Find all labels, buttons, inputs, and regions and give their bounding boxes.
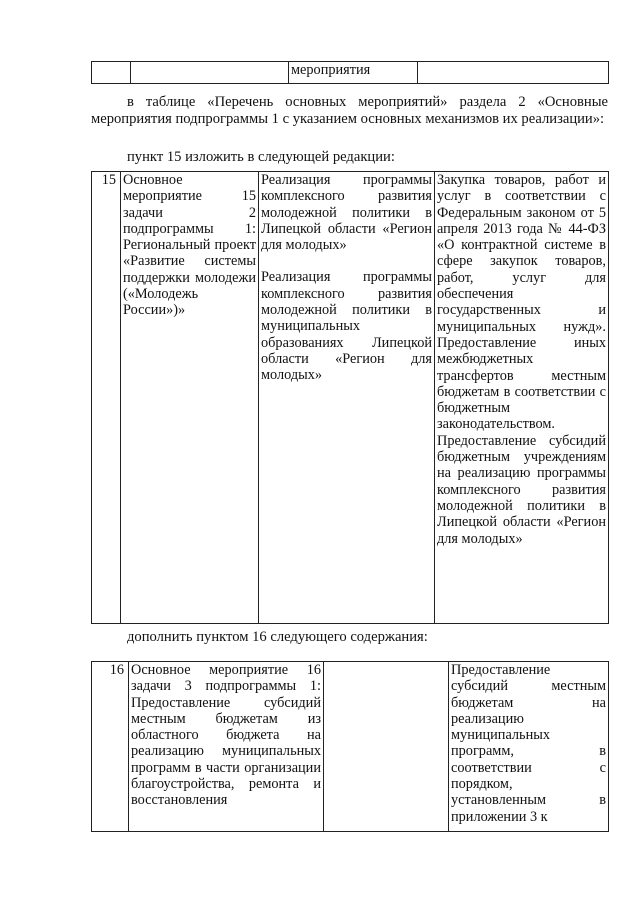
- row15-program-1: Реализация программы комплексного развития молодежной политики в Липецкой области «Регион для молодых»: [261, 172, 432, 254]
- row15-mechanism: [435, 172, 609, 624]
- row16-mechanism-text: Предоставление субсидий местным бюджетам на реализацию муниципальных программ, в соответствии с порядком, установленным в приложении 3 к: [451, 662, 606, 825]
- row16-measure-text: Основное мероприятие 16 задачи 3 подпрограммы 1: Предоставление субсидий местным бюджетам из областного бюджета на реализацию муниципальных программ в части организации благоустройства, ремонта и восстановления: [131, 662, 321, 809]
- table-row: [92, 662, 609, 832]
- row15-program: [259, 172, 435, 624]
- cell-measure: [131, 62, 289, 84]
- top-table-fragment: [91, 61, 609, 84]
- table-row: [92, 172, 609, 624]
- row15-table: [91, 171, 609, 624]
- row15-measure: [121, 172, 259, 624]
- cell-program: мероприятия: [289, 62, 418, 84]
- point15-heading: пункт 15 изложить в следующей редакции:: [127, 149, 395, 165]
- row15-number: 15: [92, 172, 121, 624]
- intro-paragraph: в таблице «Перечень основных мероприятий» раздела 2 «Основные мероприятия подпрограммы 1 с указанием основных механизмов их реализации»:: [91, 94, 608, 127]
- row16-mechanism: [449, 662, 609, 832]
- row15-measure-text: Основное мероприятие 15 задачи 2 подпрограммы 1: Региональный проект «Развитие системы поддержки молодежи («Молодежь России»)»: [123, 172, 256, 319]
- row16-program: [324, 662, 449, 832]
- point15-heading-block: [127, 149, 607, 166]
- table-row: [92, 62, 609, 84]
- cell-mechanism: [418, 62, 609, 84]
- row16-measure: [129, 662, 324, 832]
- point16-heading-block: [127, 629, 607, 646]
- row15-mechanism-text: Закупка товаров, работ и услуг в соответствии с Федеральным законом от 5 апреля 2013 года № 44-ФЗ «О контрактной системе в сфере закупок товаров, работ, услуг для обеспечения государственных и муниципальных нужд». Предоставление иных межбюджетных трансфертов местным бюджетам в соответствии с бюджетным законодательством. Предоставление субсидий бюджетным учреждениям на реализацию программы комплексного развития молодежной политики в Липецкой области «Регион для молодых»: [437, 172, 606, 547]
- row16-number: 16: [92, 662, 129, 832]
- row16-table: [91, 661, 609, 832]
- point16-heading: дополнить пунктом 16 следующего содержания:: [127, 629, 428, 645]
- cell-number: [92, 62, 131, 84]
- intro-paragraph-block: [91, 94, 608, 128]
- row15-program-2: Реализация программы комплексного развития молодежной политики в муниципальных образованиях Липецкой области «Регион для молодых»: [261, 269, 432, 384]
